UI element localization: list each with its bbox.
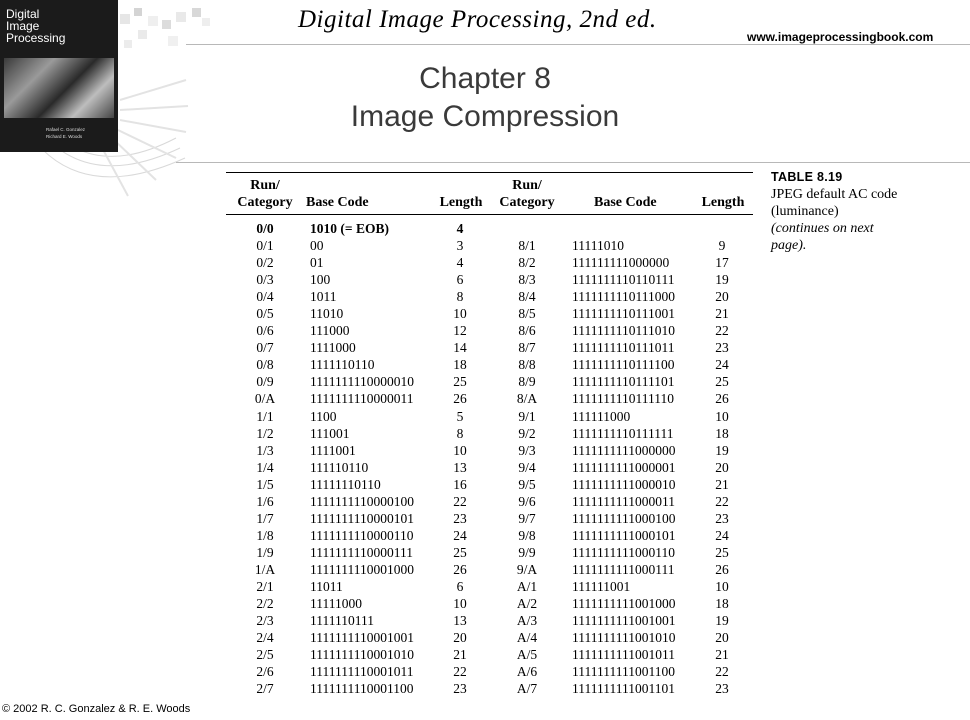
run-category-cell: 8/8 [518, 357, 536, 373]
base-code-cell: 1111111110111011 [572, 340, 675, 356]
run-category-cell: 0/A [254, 391, 276, 407]
header-category-label: Category [237, 195, 293, 210]
base-code-cell: 111001 [310, 425, 350, 441]
base-code-cell: 1111111110000110 [310, 527, 414, 543]
header-run-label: Run/ [512, 178, 542, 193]
chapter-number: Chapter 8 [419, 62, 551, 95]
header-length-left: Length [439, 195, 483, 210]
length-cell: 19 [715, 613, 729, 629]
length-cell: 10 [453, 306, 467, 322]
run-category-cell: 1/1 [256, 408, 274, 424]
base-code-cell: 1011 [310, 289, 337, 305]
length-cell: 25 [453, 544, 467, 560]
header-divider [186, 44, 970, 45]
base-code-cell: 1111111110000100 [310, 493, 414, 509]
copyright-notice: © 2002 R. C. Gonzalez & R. E. Woods [2, 703, 191, 715]
header-length-right: Length [701, 195, 745, 210]
base-code-cell: 111000 [310, 323, 350, 339]
length-cell: 18 [453, 357, 467, 373]
length-cell: 21 [453, 647, 467, 663]
length-cell: 18 [715, 596, 729, 612]
length-cell: 10 [715, 408, 729, 424]
eob-code-cell: 1010 (= EOB) [310, 221, 389, 236]
base-code-cell: 111111001 [572, 579, 631, 594]
length-cell: 18 [715, 425, 729, 441]
base-code-cell: 111111000 [572, 408, 631, 424]
table-continuation-note: (continues on next page). [771, 221, 874, 253]
run-category-cell: A/7 [516, 681, 538, 697]
table-description: JPEG default AC code (luminance) [771, 187, 898, 219]
run-category-cell: A/6 [516, 664, 538, 680]
book-cover-authors: Rafael C. Gonzalez Richard E. Woods [46, 127, 86, 139]
base-code-cell: 1111111111000011 [572, 493, 675, 509]
base-code-cell: 1111111111000001 [572, 459, 676, 475]
length-cell: 25 [715, 374, 729, 390]
length-cell: 26 [715, 561, 729, 577]
length-cell: 22 [715, 493, 729, 509]
base-code-cell: 1111111111000101 [572, 527, 676, 543]
run-category-cell: 0/5 [256, 306, 274, 322]
length-cell: 8 [456, 425, 464, 441]
base-code-cell: 1111111110111000 [572, 289, 675, 305]
run-category-cell: 0/7 [256, 340, 274, 356]
book-title: Digital Image Processing, 2nd ed. [298, 6, 657, 33]
length-cell: 19 [715, 272, 729, 288]
table-number: TABLE 8.19 [771, 170, 843, 184]
run-category-cell: A/1 [516, 579, 538, 594]
table-caption [771, 169, 911, 254]
length-cell: 26 [453, 391, 467, 407]
base-code-cell: 1111111110111010 [572, 323, 675, 339]
base-code-cell: 1111111110110111 [572, 272, 675, 288]
base-code-cell: 1111001 [310, 442, 356, 458]
base-code-cell: 1111111110000011 [310, 391, 414, 407]
book-cover-title: Digital Image Processing [6, 7, 66, 45]
base-code-cell: 1111111110111100 [572, 357, 675, 373]
header-base-code-right: Base Code [594, 195, 657, 210]
base-code-cell: 1111111111001011 [572, 647, 675, 663]
length-cell: 14 [453, 340, 467, 356]
run-category-cell: 9/4 [518, 459, 536, 475]
base-code-cell: 1111111111001000 [572, 596, 676, 612]
run-category-cell: 0/1 [256, 238, 274, 253]
length-cell: 9 [718, 238, 726, 253]
eob-run-cell: 0/0 [256, 221, 274, 236]
length-cell: 25 [453, 374, 467, 390]
base-code-cell: 1111111110001000 [310, 561, 414, 577]
base-code-cell: 1111111110111101 [572, 374, 675, 390]
website-url: www.imageprocessingbook.com [747, 30, 934, 44]
length-cell: 23 [453, 681, 467, 697]
base-code-cell: 1111111110001011 [310, 664, 414, 680]
run-category-cell: 9/3 [518, 442, 536, 458]
length-cell: 20 [715, 289, 729, 305]
run-category-cell: 0/9 [256, 374, 274, 390]
run-category-cell: 2/3 [256, 613, 274, 629]
length-cell: 23 [453, 510, 467, 526]
run-category-cell: 1/5 [256, 476, 274, 492]
run-category-cell: 8/3 [518, 272, 536, 288]
run-category-cell: 9/9 [518, 544, 536, 560]
eob-length-cell: 4 [456, 221, 464, 236]
length-cell: 10 [453, 596, 467, 612]
length-cell: 10 [715, 579, 729, 594]
length-cell: 21 [715, 647, 729, 663]
length-cell: 26 [715, 391, 729, 407]
length-cell: 24 [453, 527, 467, 543]
base-code-cell: 1111000 [310, 340, 356, 356]
header-run-category-left [228, 177, 302, 211]
run-category-cell: 0/3 [256, 272, 274, 288]
length-cell: 23 [715, 340, 729, 356]
length-cell: 5 [456, 408, 464, 424]
run-category-cell: 2/1 [256, 579, 274, 594]
length-cell: 20 [715, 630, 729, 646]
length-cell: 17 [715, 255, 729, 271]
length-cell: 21 [715, 476, 729, 492]
run-category-cell: 0/6 [256, 323, 274, 339]
chapter-title: Image Compression [350, 100, 620, 133]
run-category-cell: 2/2 [256, 596, 274, 612]
length-cell: 20 [453, 630, 467, 646]
run-category-cell: 2/7 [256, 681, 274, 697]
length-cell: 13 [453, 613, 467, 629]
base-code-cell: 1111110111 [310, 613, 374, 629]
base-code-cell: 1111111111001010 [572, 630, 676, 646]
length-cell: 20 [715, 459, 729, 475]
length-cell: 23 [715, 681, 729, 697]
base-code-cell: 11010 [310, 306, 344, 322]
length-cell: 16 [453, 476, 467, 492]
base-code-cell: 1111111110001100 [310, 681, 414, 697]
run-category-cell: 0/2 [256, 255, 274, 271]
base-code-cell: 1111111111000111 [572, 561, 675, 577]
run-category-cell: 1/7 [256, 510, 274, 526]
base-code-cell: 1111111111000010 [572, 476, 676, 492]
length-cell: 22 [715, 323, 729, 339]
pixel-squares-decoration [118, 6, 218, 66]
run-category-cell: 1/8 [256, 527, 274, 543]
length-cell: 19 [715, 442, 729, 458]
length-cell: 26 [453, 561, 467, 577]
length-cell: 4 [456, 255, 464, 271]
run-category-cell: 9/6 [518, 493, 536, 509]
header-bottom-rule [226, 214, 753, 215]
base-code-cell: 1111110110 [310, 357, 375, 373]
run-category-cell: 1/4 [256, 459, 274, 475]
base-code-cell: 1111111111000000 [572, 442, 676, 458]
base-code-cell: 1111111110111001 [572, 306, 675, 322]
length-cell: 6 [456, 579, 464, 594]
jpeg-ac-code-table [226, 172, 753, 698]
base-code-cell: 11111010 [572, 238, 624, 253]
run-category-cell: 9/2 [518, 425, 536, 441]
header-base-code-left: Base Code [306, 195, 369, 210]
base-code-cell: 1111111110000111 [310, 544, 413, 560]
run-category-cell: A/2 [516, 596, 538, 612]
base-code-cell: 1111111110111110 [572, 391, 674, 407]
base-code-cell: 00 [310, 238, 324, 253]
base-code-cell: 01 [310, 255, 324, 271]
base-code-cell: 111111111000000 [572, 255, 670, 271]
length-cell: 22 [715, 664, 729, 680]
base-code-cell: 1111111111001001 [572, 613, 676, 629]
table-top-rule [226, 172, 753, 173]
length-cell: 3 [456, 238, 464, 253]
base-code-cell: 1111111110001010 [310, 647, 414, 663]
run-category-cell: 1/9 [256, 544, 274, 560]
run-category-cell: 8/2 [518, 255, 536, 271]
header-category-label: Category [499, 195, 555, 210]
run-category-cell: 2/5 [256, 647, 274, 663]
header-run-label: Run/ [250, 178, 280, 193]
base-code-cell: 1111111111001100 [572, 664, 675, 680]
chapter-heading [340, 60, 630, 136]
base-code-cell: 1111111110111111 [572, 425, 674, 441]
run-category-cell: 1/2 [256, 425, 274, 441]
run-category-cell: A/3 [516, 613, 538, 629]
run-category-cell: 9/A [516, 561, 538, 577]
run-category-cell: 9/8 [518, 527, 536, 543]
length-cell: 8 [456, 289, 464, 305]
run-category-cell: 9/5 [518, 476, 536, 492]
run-category-cell: 9/7 [518, 510, 536, 526]
run-category-cell: 1/3 [256, 442, 274, 458]
book-cover-image [0, 0, 118, 152]
book-cover-artwork [4, 58, 114, 118]
run-category-cell: 1/6 [256, 493, 274, 509]
length-cell: 13 [453, 459, 467, 475]
length-cell: 22 [453, 664, 467, 680]
base-code-cell: 11111110110 [310, 476, 381, 492]
base-code-cell: 1111111110000010 [310, 374, 414, 390]
base-code-cell: 1111111111000110 [572, 544, 675, 560]
length-cell: 24 [715, 527, 729, 543]
run-category-cell: 2/4 [256, 630, 274, 646]
run-category-cell: 0/4 [256, 289, 274, 305]
run-category-cell: 8/6 [518, 323, 536, 339]
run-category-cell: 8/A [516, 391, 538, 407]
run-category-cell: 8/4 [518, 289, 536, 305]
base-code-cell: 100 [310, 272, 331, 288]
length-cell: 25 [715, 544, 729, 560]
section-divider [176, 162, 970, 163]
base-code-cell: 1111111110001001 [310, 630, 414, 646]
run-category-cell: 0/8 [256, 357, 274, 373]
run-category-cell: 1/A [254, 561, 276, 577]
base-code-cell: 11011 [310, 579, 343, 594]
length-cell: 21 [715, 306, 729, 322]
run-category-cell: 8/5 [518, 306, 536, 322]
run-category-cell: A/4 [516, 630, 538, 646]
length-cell: 22 [453, 493, 467, 509]
run-category-cell: 8/7 [518, 340, 536, 356]
run-category-cell: 8/9 [518, 374, 536, 390]
length-cell: 23 [715, 510, 729, 526]
length-cell: 6 [456, 272, 464, 288]
run-category-cell: A/5 [516, 647, 538, 663]
base-code-cell: 111110110 [310, 459, 369, 475]
run-category-cell: 9/1 [518, 408, 536, 424]
base-code-cell: 1111111111001101 [572, 681, 675, 697]
length-cell: 12 [453, 323, 467, 339]
base-code-cell: 1111111110000101 [310, 510, 414, 526]
base-code-cell: 1111111111000100 [572, 510, 676, 526]
base-code-cell: 1100 [310, 408, 337, 424]
length-cell: 24 [715, 357, 729, 373]
run-category-cell: 8/1 [518, 238, 536, 253]
run-category-cell: 2/6 [256, 664, 274, 680]
header-run-category-right [490, 177, 564, 211]
base-code-cell: 11111000 [310, 596, 362, 612]
length-cell: 10 [453, 442, 467, 458]
